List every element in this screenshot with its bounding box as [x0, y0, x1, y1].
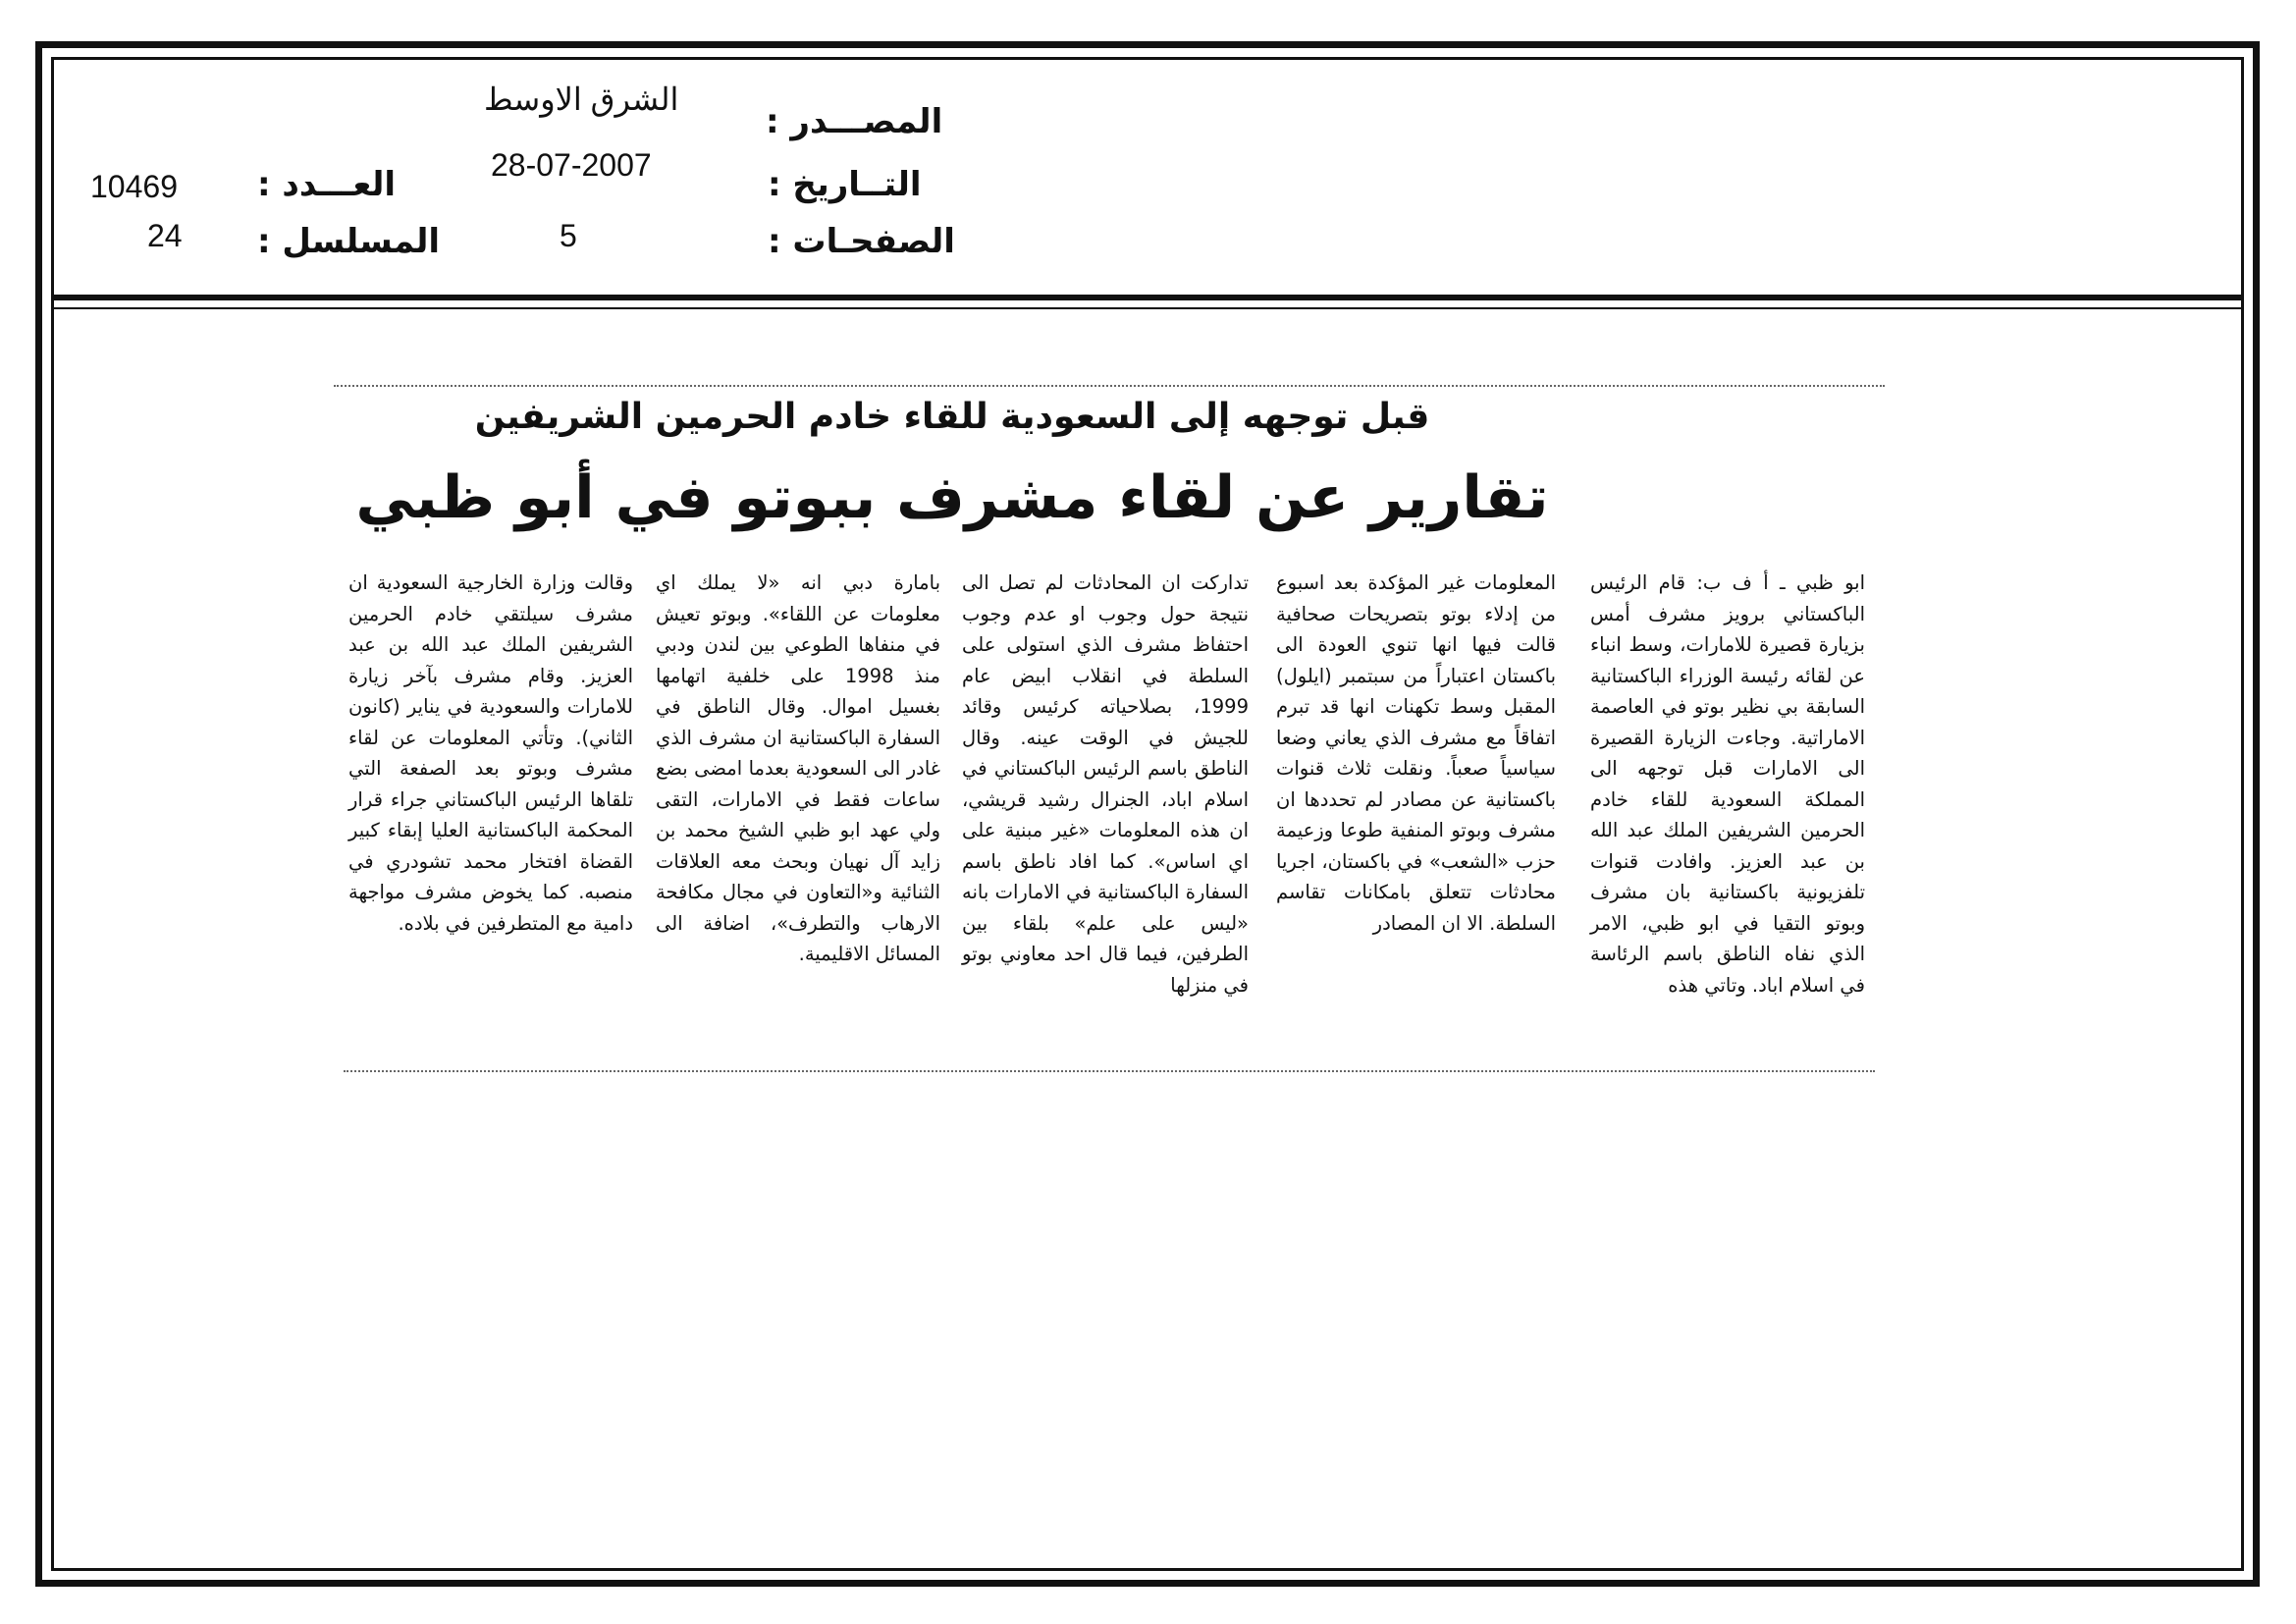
- article-column-1: [1590, 568, 1865, 1001]
- article-column-4: [656, 568, 940, 970]
- source-label: المصـــدر :: [766, 102, 943, 141]
- serial-label: المسلسل :: [257, 222, 441, 261]
- pages-value: 5: [560, 218, 577, 253]
- source-value: الشرق الاوسط: [484, 81, 679, 117]
- pages-label: الصفحـات :: [768, 222, 955, 261]
- article-column-3: [962, 568, 1249, 1001]
- clipping-top-edge: [334, 385, 1885, 387]
- date-value: 28-07-2007: [491, 147, 652, 183]
- header-divider-thin: [51, 307, 2244, 309]
- article-headline: تقارير عن لقاء مشرف ببوتو في أبو ظبي: [355, 463, 1549, 532]
- article-column-2: [1276, 568, 1556, 939]
- column-text: وقالت وزارة الخارجية السعودية ان مشرف سيلتقي خادم الحرمين الشريفين الملك عبد الله بن عبد العزيز. وقام مشرف بآخر زيارة للامارات والسعودية في يناير (كانون الثاني). وتأتي المعلومات عن لقاء مشرف وبوتو بعد الصفعة التي تلقاها الرئيس الباكستاني جراء قرار المحكمة الباكستانية العليا إبقاء كبير القضاة افتخار محمد تشودري في منصبه. كما يخوض مشرف مواجهة دامية مع المتطرفين في بلاده.: [348, 571, 633, 935]
- serial-value: 24: [147, 218, 183, 253]
- column-text: ابو ظبي ـ أ ف ب: قام الرئيس الباكستاني برويز مشرف أمس بزيارة قصيرة للامارات، وسط انباء عن لقائه رئيسة الوزراء الباكستانية السابقة بي نظير بوتو في العاصمة الاماراتية. وجاءت الزيارة القصيرة الى الامارات قبل توجهه الى المملكة السعودية للقاء خادم الحرمين الشريفين الملك عبد الله بن عبد العزيز. وافادت قنوات تلفزيونية باكستانية بان مشرف وبوتو التقيا في ابو ظبي، الامر الذي نفاه الناطق باسم الرئاسة في اسلام اباد. وتاتي هذه: [1590, 571, 1865, 997]
- column-text: بامارة دبي انه «لا يملك اي معلومات عن اللقاء». وبوتو تعيش في منفاها الطوعي بين لندن ودبي منذ 1998 على خلفية اتهامها بغسيل اموال. وقال الناطق في السفارة الباكستانية ان مشرف الذي غادر الى السعودية بعدما امضى بضع ساعات فقط في الامارات، التقى ولي عهد ابو ظبي الشيخ محمد بن زايد آل نهيان وبحث معه العلاقات الثنائية و«التعاون في مجال مكافحة الارهاب والتطرف»، اضافة الى المسائل الاقليمية.: [656, 571, 940, 965]
- column-text: المعلومات غير المؤكدة بعد اسبوع من إدلاء بوتو بتصريحات صحافية قالت فيها انها تنوي العودة الى باكستان اعتباراً من سبتمبر (ايلول) المقبل وسط تكهنات انها قد تبرم اتفاقاً مع مشرف الذي يعاني وضعا سياسياً صعباً. ونقلت ثلاث قنوات باكستانية عن مصادر لم تحددها ان مشرف وبوتو المنفية طوعا وزعيمة حزب «الشعب» في باكستان، اجريا محادثات تتعلق بامكانات تقاسم السلطة. الا ان المصادر: [1276, 571, 1556, 935]
- header-divider: [51, 295, 2244, 300]
- clipping-bottom-edge: [344, 1070, 1875, 1072]
- issue-value: 10469: [90, 169, 178, 204]
- article-kicker: قبل توجهه إلى السعودية للقاء خادم الحرمين الشريفين: [474, 397, 1430, 437]
- newspaper-clipping: [324, 371, 1885, 1074]
- article-column-5: [348, 568, 633, 939]
- issue-label: العـــدد :: [257, 165, 396, 204]
- date-label: التــاريخ :: [768, 165, 922, 204]
- column-text: تداركت ان المحادثات لم تصل الى نتيجة حول وجوب او عدم وجوب احتفاظ مشرف الذي استولى على السلطة في انقلاب ابيض عام 1999، بصلاحياته كرئيس وقائد للجيش في الوقت عينه. وقال الناطق باسم الرئيس الباكستاني في اسلام اباد، الجنرال رشيد قريشي، ان هذه المعلومات «غير مبنية على اي اساس». كما افاد ناطق باسم السفارة الباكستانية في الامارات بانه «ليس على علم» بلقاء بين الطرفين، فيما قال احد معاوني بوتو في منزلها: [962, 571, 1249, 997]
